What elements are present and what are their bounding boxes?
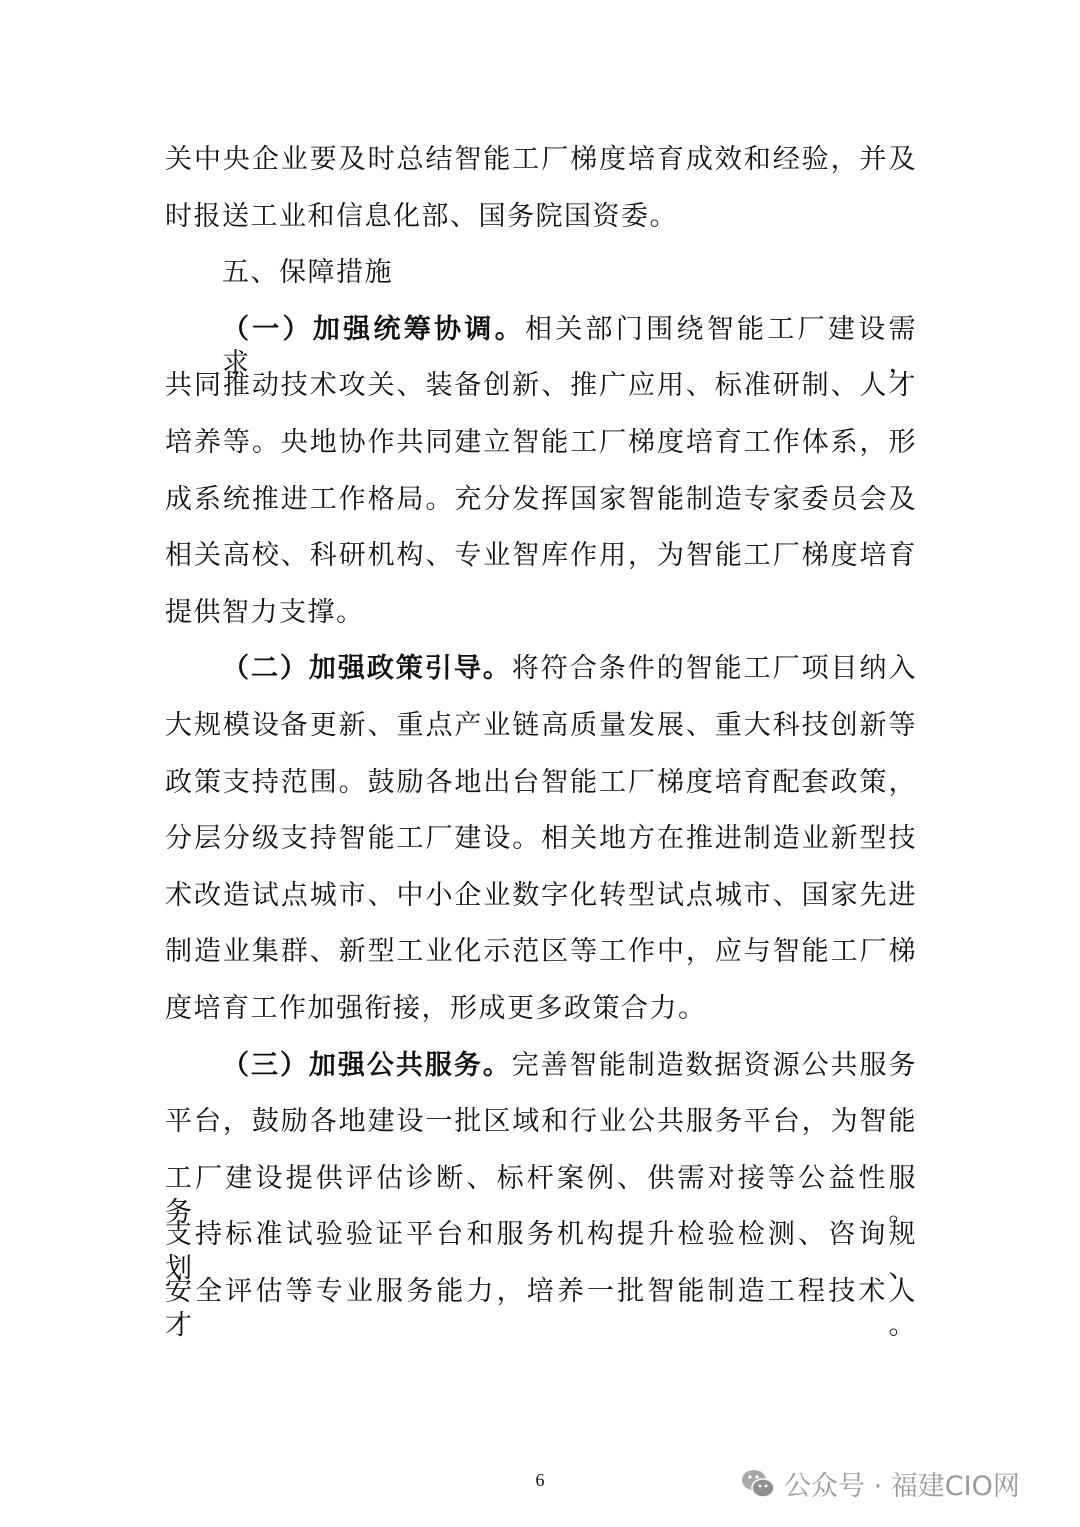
paragraph-title: （一）加强统筹协调。 [222,313,525,345]
line-text: 平台，鼓励各地建设一批区域和行业公共服务平台，为智能 [165,1106,917,1138]
line-text: 提供智力支撑。 [165,596,365,628]
text-line [165,1049,917,1083]
line-text: 成系统推进工作格局。充分发挥国家智能制造专家委员会及 [165,483,917,515]
text-line [165,1218,917,1285]
watermark [740,1464,1020,1503]
text-line [165,935,917,969]
paragraph-title: （三）加强公共服务。 [222,1049,512,1081]
text-line [165,143,917,177]
line-text: 关中央企业要及时总结智能工厂梯度培育成效和经验，并及 [165,144,917,175]
text-line [165,992,917,1026]
text-line [165,1105,917,1139]
line-text: 制造业集群、新型工业化示范区等工作中，应与智能工厂梯 [165,936,917,968]
paragraph-title: （二）加强政策引导。 [222,653,512,685]
text-line [165,709,917,743]
line-text: 分层分级支持智能工厂建设。相关地方在推进制造业新型技 [165,823,917,855]
text-line [165,822,917,856]
line-text: 共同推动技术攻关、装备创新、推广应用、标准研制、人才 [165,370,917,402]
line-text: 度培育工作加强衔接，形成更多政策合力。 [165,993,707,1024]
line-text: 术改造试点城市、中小企业数字化转型试点城市、国家先进 [165,879,917,911]
line-text: 相关部门围绕智能工厂建设需求， [222,313,918,379]
line-text: 支持标准试验验证平台和服务机构提升检验检测、咨询规划、 [165,1219,917,1285]
text-line [165,1275,917,1341]
line-text: 大规模设备更新、重点产业链高质量发展、重大科技创新等 [165,710,917,741]
page-number: 6 [535,1470,545,1490]
line-text: 政策支持范围。鼓励各地出台智能工厂梯度培育配套政策， [165,766,917,798]
text-line [165,313,918,379]
text-line [165,369,917,403]
text-line [165,652,917,686]
line-text: 安全评估等专业服务能力，培养一批智能制造工程技术人才。 [165,1276,917,1341]
line-text: 时报送工业和信息化部、国务院国资委。 [165,200,678,232]
line-text: 工厂建设提供评估诊断、标杆案例、供需对接等公益性服务。 [165,1162,917,1228]
text-line [165,1162,917,1228]
line-text: 培养等。央地协作共同建立智能工厂梯度培育工作体系，形 [165,427,917,458]
text-line [165,879,917,913]
text-line [165,539,917,573]
section-heading [165,256,974,290]
line-text: 相关高校、科研机构、专业智库作用，为智能工厂梯度培育 [165,540,917,572]
watermark-text: 公众号 · 福建CIO网 [784,1471,1020,1502]
text-line [165,766,917,800]
line-text: 将符合条件的智能工厂项目纳入 [511,653,918,685]
text-line [165,483,917,517]
line-text: 五、保障措施 [222,257,393,289]
text-line [165,200,917,234]
text-line [165,596,917,630]
wechat-icon [740,1468,776,1500]
text-line [165,426,917,460]
line-text: 完善智能制造数据资源公共服务 [511,1049,918,1081]
